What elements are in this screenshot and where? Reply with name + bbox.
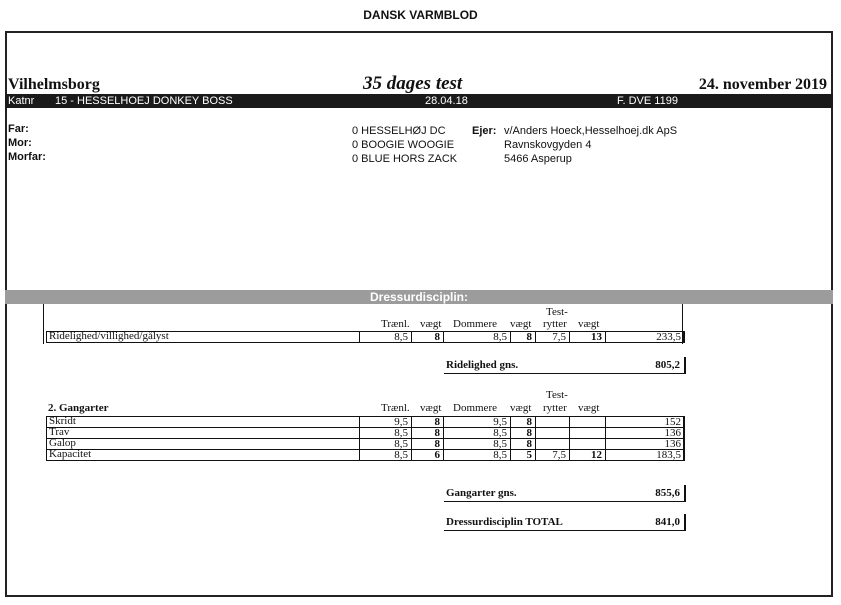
vaegt-1: 8 — [411, 331, 444, 343]
traenl-score: 8,5 — [359, 449, 412, 461]
horse-info-bar — [5, 94, 833, 108]
vaegt-2: 8 — [510, 427, 536, 439]
col-traenl-header: Trænl. — [381, 402, 410, 414]
vaegt-1: 8 — [411, 427, 444, 439]
vaegt-2: 8 — [510, 416, 536, 428]
col-rytter-header: rytter — [543, 318, 567, 330]
vaegt-3: 13 — [569, 331, 606, 343]
katnr-label: Katnr — [8, 95, 35, 107]
gait-average-label: Gangarter gns. — [446, 487, 517, 499]
ride-average-box — [444, 357, 686, 374]
vaegt-2: 8 — [510, 331, 536, 343]
total-label: Dressurdisciplin TOTAL — [446, 516, 563, 528]
col-dommere-header: Dommere — [453, 402, 497, 414]
birth-date: 28.04.18 — [425, 95, 468, 107]
gait-average-value: 855,6 — [655, 487, 680, 499]
test-name: 35 dages test — [363, 73, 463, 94]
event-date: 24. november 2019 — [698, 76, 827, 93]
gait-average-box — [444, 485, 686, 502]
dam-sire: 0 BLUE HORS ZACK — [352, 153, 458, 165]
total-box — [444, 514, 686, 531]
row-total: 136 — [605, 438, 685, 450]
traenl-score: 8,5 — [359, 438, 412, 450]
owner-line-2: Ravnskovgyden 4 — [504, 139, 592, 151]
col-vaegt-header: vægt — [420, 402, 442, 414]
col-test-header: Test- — [546, 306, 568, 318]
document-title: DANSK VARMBLOD — [363, 8, 478, 22]
total-value: 841,0 — [655, 516, 680, 528]
rideability-row — [46, 331, 684, 343]
row-label: Trav — [49, 426, 70, 438]
gaits-title: 2. Gangarter — [48, 402, 109, 414]
col-vaegt-header: vægt — [510, 318, 532, 330]
mor-label: Mor: — [8, 137, 32, 149]
owner-line-1: v/Anders Hoeck,Hesselhoej.dk ApS — [504, 125, 678, 137]
vaegt-2: 8 — [510, 438, 536, 450]
col-vaegt-header: vægt — [510, 402, 532, 414]
far-label: Far: — [8, 123, 29, 135]
row-total: 183,5 — [605, 449, 685, 461]
ride-average-value: 805,2 — [655, 359, 680, 371]
row-label: Skridt — [49, 415, 76, 427]
dommere-score: 8,5 — [443, 331, 511, 343]
morfar-label: Morfar: — [8, 151, 46, 163]
horse-name: 15 - HESSELHOEJ DONKEY BOSS — [55, 95, 233, 107]
ride-average-label: Ridelighed gns. — [446, 359, 519, 371]
testrytter-score: 7,5 — [535, 449, 570, 461]
col-test-header: Test- — [546, 389, 568, 401]
table-row — [46, 449, 684, 461]
vaegt-2: 5 — [510, 449, 536, 461]
testrytter-score: 7,5 — [535, 331, 570, 343]
traenl-score: 8,5 — [359, 331, 412, 343]
venue: Vilhelmsborg — [8, 76, 100, 93]
dommere-score: 8,5 — [443, 449, 511, 461]
col-vaegt-header: vægt — [578, 318, 600, 330]
owner-line-3: 5466 Asperup — [504, 153, 572, 165]
sire: 0 HESSELHØJ DC — [352, 125, 446, 137]
traenl-score: 9,5 — [359, 416, 412, 428]
owner-label: Ejer: — [472, 125, 497, 137]
row-total: 152 — [605, 416, 685, 428]
row-label: Ridelighed/villighed/gålyst — [49, 330, 169, 342]
traenl-score: 8,5 — [359, 427, 412, 439]
section-header: Dressurdisciplin: — [5, 290, 833, 304]
vaegt-1: 8 — [411, 416, 444, 428]
dommere-score: 9,5 — [443, 416, 511, 428]
vaegt-1: 6 — [411, 449, 444, 461]
vaegt-1: 8 — [411, 438, 444, 450]
col-traenl-header: Trænl. — [381, 318, 410, 330]
dommere-score: 8,5 — [443, 427, 511, 439]
registration-number: F. DVE 1199 — [617, 95, 678, 107]
row-total: 233,5 — [605, 331, 685, 343]
vaegt-3: 12 — [569, 449, 606, 461]
dam: 0 BOOGIE WOOGIE — [352, 139, 455, 151]
col-vaegt-header: vægt — [578, 402, 600, 414]
row-label: Kapacitet — [49, 448, 92, 460]
row-total: 136 — [605, 427, 685, 439]
dommere-score: 8,5 — [443, 438, 511, 450]
row-label: Galop — [49, 437, 76, 449]
col-rytter-header: rytter — [543, 402, 567, 414]
col-dommere-header: Dommere — [453, 318, 497, 330]
col-vaegt-header: vægt — [420, 318, 442, 330]
